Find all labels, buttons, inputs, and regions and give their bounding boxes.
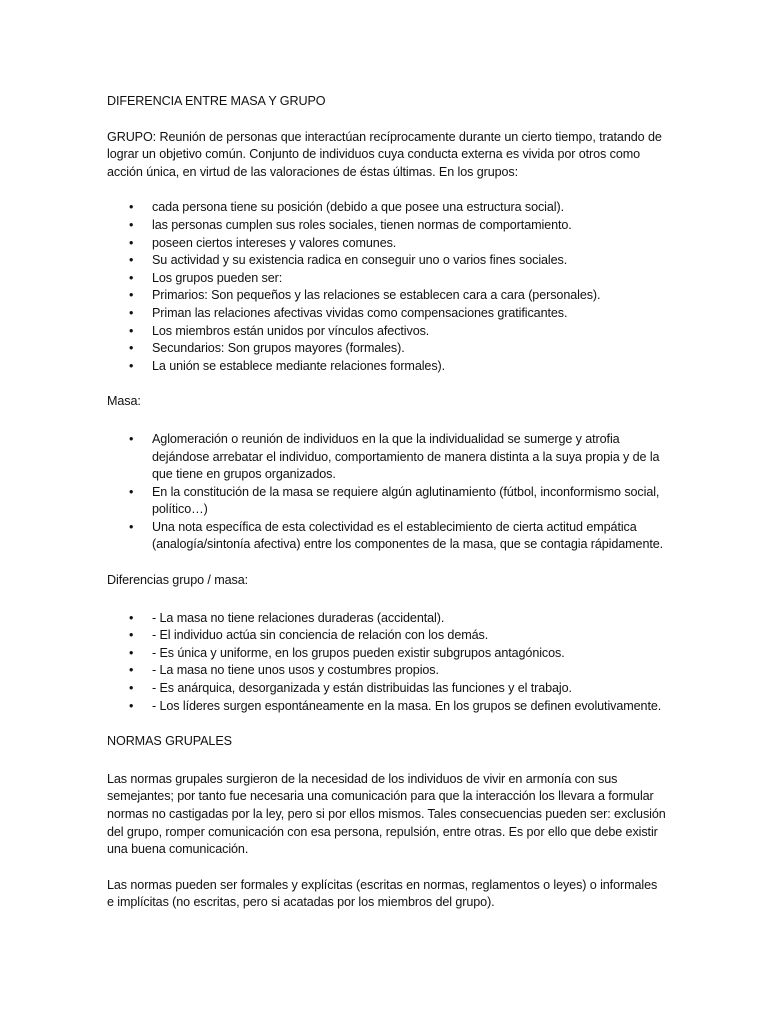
list-item: • - Los líderes surgen espontáneamente en la masa. En los grupos se definen evolutivamente. bbox=[107, 698, 667, 716]
list-item: • Los grupos pueden ser: bbox=[107, 270, 667, 288]
normas-heading: NORMAS GRUPALES bbox=[107, 734, 232, 749]
bullet-icon: • bbox=[129, 341, 134, 356]
bullet-icon: • bbox=[129, 484, 134, 499]
list-item: • cada persona tiene su posición (debido a que posee una estructura social). bbox=[107, 199, 667, 217]
grupo-list bbox=[107, 199, 667, 375]
bullet-icon: • bbox=[129, 681, 134, 696]
list-item: • Su actividad y su existencia radica en conseguir uno o varios fines sociales. bbox=[107, 252, 667, 270]
bullet-icon: • bbox=[129, 270, 134, 285]
bullet-icon: • bbox=[129, 431, 134, 446]
list-item: • - La masa no tiene relaciones duraderas (accidental). bbox=[107, 610, 667, 628]
document-page bbox=[107, 93, 667, 930]
bullet-icon: • bbox=[129, 663, 134, 678]
list-item: • Una nota específica de esta colectividad es el establecimiento de cierta actitud empática (analogía/sintonía afectiva) entre los componentes de la masa, que se contagia rápidamente. bbox=[129, 519, 664, 552]
bullet-icon: • bbox=[129, 217, 134, 232]
list-item: • Los miembros están unidos por vínculos afectivos. bbox=[107, 323, 667, 341]
bullet-icon: • bbox=[129, 610, 134, 625]
masa-list bbox=[107, 431, 667, 554]
diferencias-heading: Diferencias grupo / masa: bbox=[107, 573, 248, 588]
list-item: • las personas cumplen sus roles sociales, tienen normas de comportamiento. bbox=[107, 217, 667, 235]
list-item: • Secundarios: Son grupos mayores (formales). bbox=[107, 340, 667, 358]
list-item: • - El individuo actúa sin conciencia de relación con los demás. bbox=[107, 627, 667, 645]
bullet-icon: • bbox=[129, 253, 134, 268]
masa-heading: Masa: bbox=[107, 394, 141, 409]
list-item: • Primarios: Son pequeños y las relaciones se establecen cara a cara (personales). bbox=[107, 287, 667, 305]
list-item: • - Es anárquica, desorganizada y están distribuidas las funciones y el trabajo. bbox=[107, 680, 667, 698]
bullet-icon: • bbox=[129, 698, 134, 713]
bullet-icon: • bbox=[129, 628, 134, 643]
bullet-icon: • bbox=[129, 645, 134, 660]
list-item: • Priman las relaciones afectivas vividas como compensaciones gratificantes. bbox=[107, 305, 667, 323]
document-title: DIFERENCIA ENTRE MASA Y GRUPO bbox=[107, 94, 326, 108]
bullet-icon: • bbox=[129, 323, 134, 338]
normas-paragraph-2: Las normas pueden ser formales y explícitas (escritas en normas, reglamentos o leyes) o informales e implícitas (no escritas, pero si acatadas por los miembros del grupo). bbox=[107, 877, 658, 910]
bullet-icon: • bbox=[129, 288, 134, 303]
grupo-definition: GRUPO: Reunión de personas que interactúan recíprocamente durante un cierto tiempo, tratando de lograr un objetivo común. Conjunto de individuos cuya conducta externa es vivida por otros como acción única, en virtud de las valoraciones de éstas últimas. En los grupos: bbox=[107, 129, 662, 179]
bullet-icon: • bbox=[129, 235, 134, 250]
normas-paragraph-1: Las normas grupales surgieron de la necesidad de los individuos de vivir en armonía con sus semejantes; por tanto fue necesaria una comunicación para que la interacción los llevara a formular normas no castigadas por la ley, pero si por ellos mismos. Tales consecuencias pueden ser: exclusión del grupo, romper comunicación con esa persona, repulsión, entre otras. Es por ello que debe existir una buena comunicación. bbox=[107, 771, 666, 857]
list-item: • poseen ciertos intereses y valores comunes. bbox=[107, 235, 667, 253]
bullet-icon: • bbox=[129, 358, 134, 373]
bullet-icon: • bbox=[129, 519, 134, 534]
bullet-icon: • bbox=[129, 305, 134, 320]
list-item: • - La masa no tiene unos usos y costumbres propios. bbox=[107, 662, 667, 680]
list-item: • - Es única y uniforme, en los grupos pueden existir subgrupos antagónicos. bbox=[107, 645, 667, 663]
list-item: • En la constitución de la masa se requiere algún aglutinamiento (fútbol, inconformismo social, político…) bbox=[129, 484, 660, 517]
list-item: • Aglomeración o reunión de individuos en la que la individualidad se sumerge y atrofia dejándose arrebatar el individuo, comportamiento de manera distinta a la suya propia y de la que tiene en grupos organizados. bbox=[129, 431, 660, 482]
diferencias-list bbox=[107, 610, 667, 716]
list-item: • La unión se establece mediante relaciones formales). bbox=[107, 358, 667, 376]
bullet-icon: • bbox=[129, 200, 134, 215]
